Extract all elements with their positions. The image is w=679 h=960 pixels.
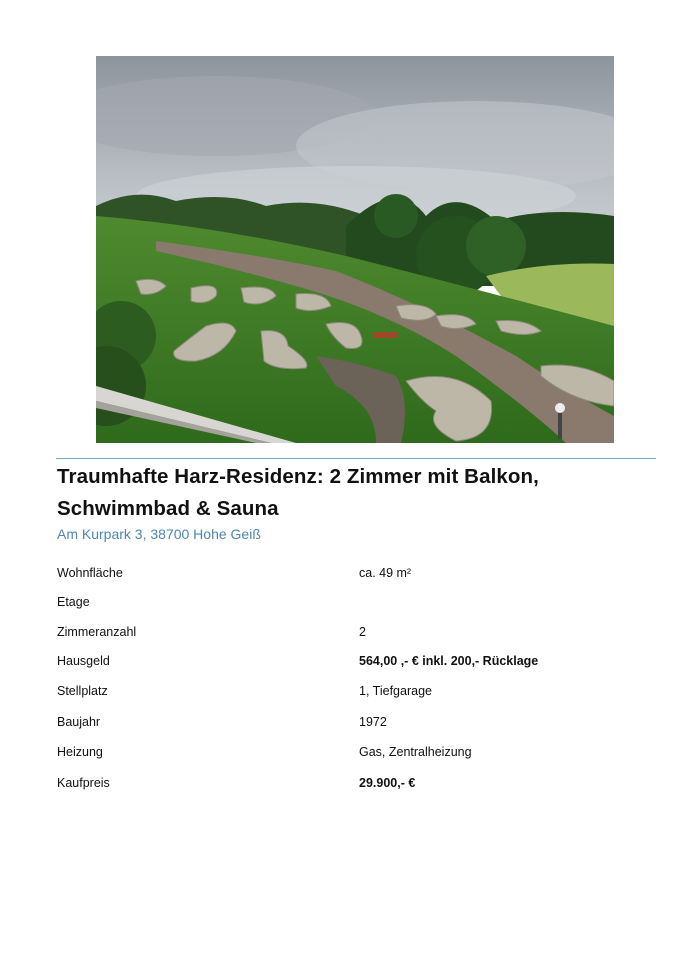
listing-title-line-2: Schwimmbad & Sauna	[57, 497, 279, 520]
fact-label: Zimmeranzahl	[57, 625, 137, 639]
fact-value: ca. 49 m²	[359, 566, 412, 580]
title-divider	[56, 458, 656, 459]
listing-title-line-1: Traumhafte Harz-Residenz: 2 Zimmer mit Balkon,	[57, 465, 539, 488]
fact-row-heizung	[57, 745, 617, 765]
fact-label: Kaufpreis	[57, 776, 110, 790]
fact-value: 2	[359, 625, 366, 639]
fact-label: Hausgeld	[57, 654, 110, 668]
fact-row-kaufpreis	[57, 776, 617, 796]
fact-row-baujahr	[57, 715, 617, 735]
fact-value: Gas, Zentralheizung	[359, 745, 472, 759]
fact-row-etage	[57, 595, 617, 615]
fact-value: 29.900,- €	[359, 776, 416, 790]
listing-address: Am Kurpark 3, 38700 Hohe Geiß	[57, 526, 261, 542]
fact-row-hausgeld	[57, 654, 617, 674]
fact-label: Etage	[57, 595, 90, 609]
property-photo	[96, 56, 614, 443]
fact-row-wohnflaeche	[57, 566, 617, 586]
listing-title	[57, 461, 657, 525]
fact-value: 1, Tiefgarage	[359, 684, 432, 698]
fact-label: Heizung	[57, 745, 103, 759]
fact-value: 1972	[359, 715, 387, 729]
fact-value: 564,00 ,- € inkl. 200,- Rücklage	[359, 654, 539, 668]
fact-label: Stellplatz	[57, 684, 108, 698]
fact-label: Baujahr	[57, 715, 101, 729]
fact-row-stellplatz	[57, 684, 617, 704]
fact-label: Wohnfläche	[57, 566, 123, 580]
fact-row-zimmeranzahl	[57, 625, 617, 645]
